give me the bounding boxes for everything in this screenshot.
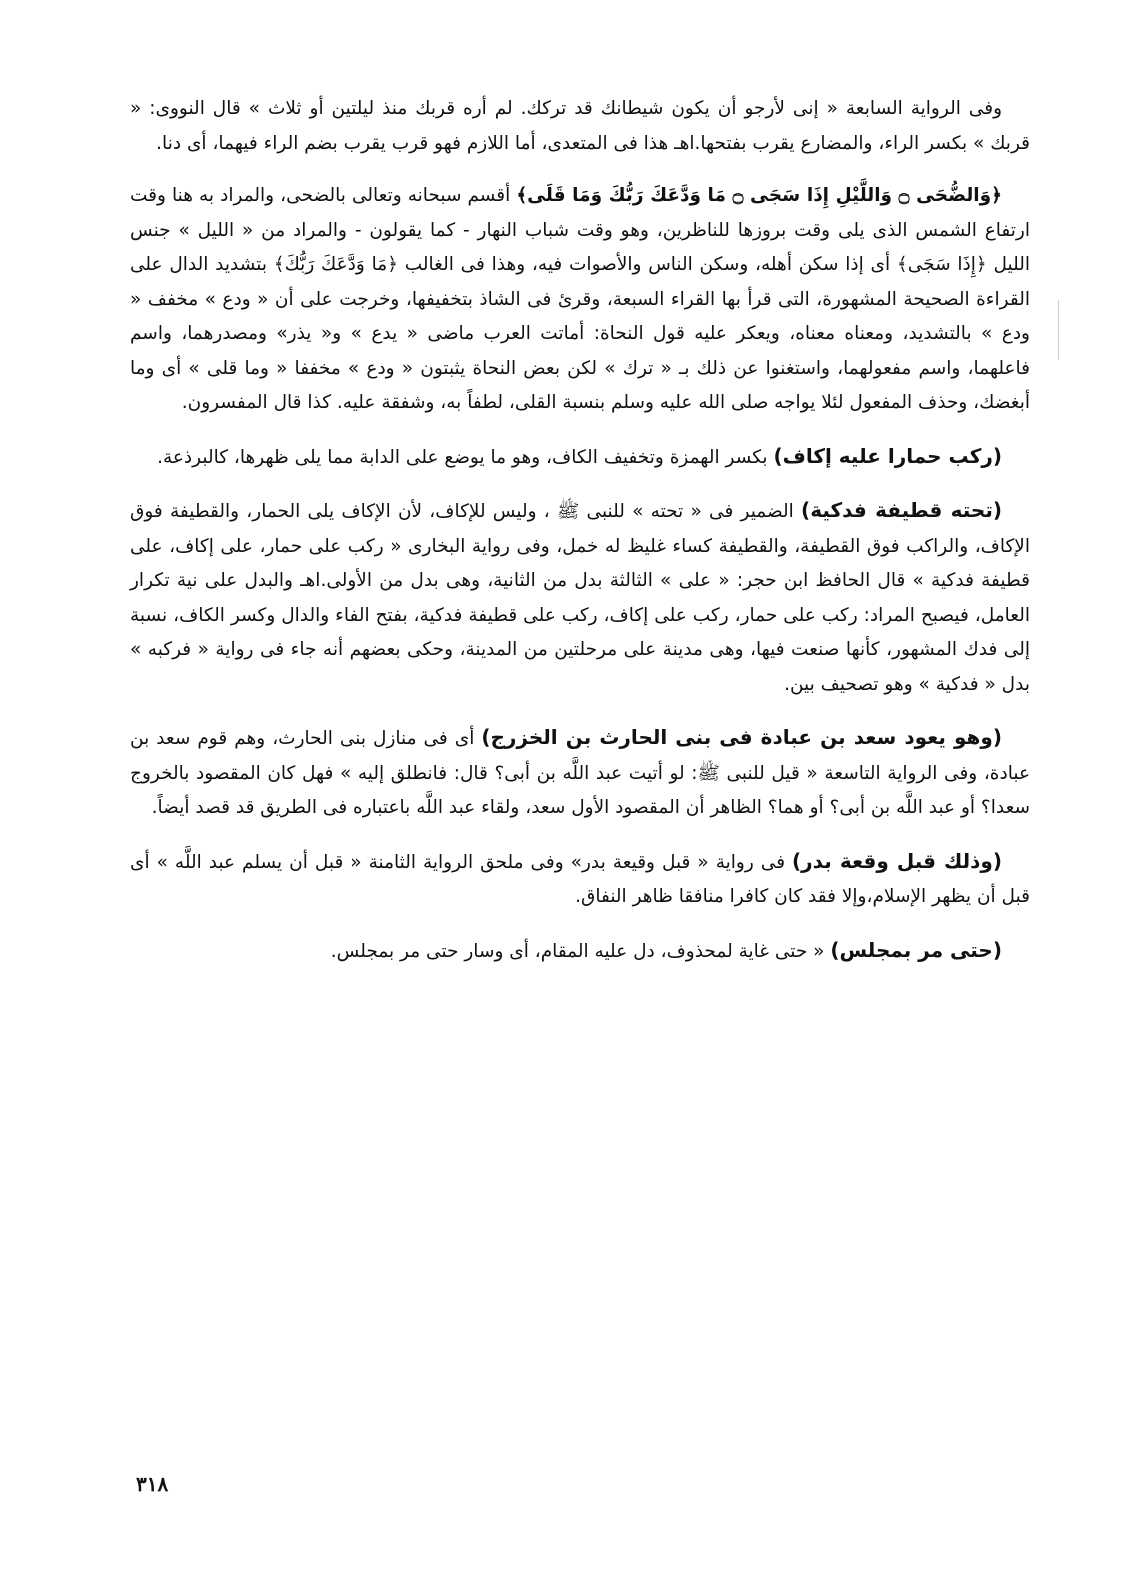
entry-heading: (وذلك قبل وقعة بدر) (792, 848, 1002, 873)
paragraph-text: بكسر الهمزة وتخفيف الكاف، وهو ما يوضع على الدابة مما يلى ظهرها، كالبرذعة. (157, 446, 774, 468)
paragraph-text: أقسم سبحانه وتعالى بالضحى، والمراد به هنا وقت ارتفاع الشمس الذى يلى وقت بروزها للناظرين، وهو وقت شباب النهار - كما يقولون - والمراد من « الليل » جنس الليل ﴿إِذَا سَجَى﴾ أى إذا سكن أهله، وسكن الناس والأصوات فيه، وهذا فى الغالب ﴿مَا وَدَّعَكَ رَبُّكَ﴾ بتشديد الدال على القراءة الصحيحة المشهورة، التى قرأ بها القراء السبعة، وقرئ فى الشاذ بتخفيفها، وخرجت على أن « ودع » مخفف « ودع » بالتشديد، ومعناه معناه، ويعكر عليه قول النحاة: أماتت العرب ماضى « يدع » و« يذر» ومصدرهما، واسم فاعلهما، واسم مفعولهما، واستغنوا عن ذلك بـ « ترك » لكن بعض النحاة يثبتون « ودع » مخففا « وما قلى » أى وما أبغضك، وحذف المفعول لئلا يواجه صلى الله عليه وسلم بنسبة القلى، لطفاً به، وشفقة عليه. كذا قال المفسرون. (130, 185, 1030, 413)
paragraph-text: الضمير فى « تحته » للنبى ﷺ ، وليس للإكاف، لأن الإكاف يلى الحمار، والقطيفة فوق الإكاف، والراكب فوق القطيفة، والقطيفة كساء غليظ له خمل، وفى رواية البخارى « ركب على حمار، على إكاف، على قطيفة فدكية » قال الحافظ ابن حجر: « على » الثالثة بدل من الثانية، وهى بدل من الأولى.اهـ والبدل على نية تكرار العامل، فيصبح المراد: ركب على حمار، ركب على إكاف، ركب على قطيفة فدكية، بفتح الفاء والدال وكسر الكاف، نسبة إلى فدك المشهور، كأنها صنعت فيها، وهى مدينة على مرحلتين من المدينة، وحكى بعضهم أنه جاء فى رواية « فركبه » بدل « فدكية » وهو تصحيف بين. (130, 501, 1030, 695)
paragraph-quran-verse (130, 179, 1030, 421)
paragraph-saad-ibn-ubada (130, 720, 1030, 826)
scan-margin-line (1058, 300, 1059, 360)
paragraph-text: فى رواية « قبل وقيعة بدر» وفى ملحق الرواية الثامنة « قبل أن يسلم عبد اللَّه » أى قبل أن يظهر الإسلام،وإلا فقد كان كافرا منافقا ظاهر النفاق. (130, 851, 1030, 907)
entry-heading: (تحته قطيفة فدكية) (801, 498, 1002, 522)
page-body (130, 92, 1030, 987)
entry-heading: (وهو يعود سعد بن عبادة فى بنى الحارث بن الخزرج) (481, 725, 1002, 749)
quran-verse-heading: ﴿وَالضُّحَى ۝ وَاللَّيْلِ إِذَا سَجَى ۝ مَا وَدَّعَكَ رَبُّكَ وَمَا قَلَى﴾ (516, 185, 1002, 206)
paragraph-text: أى فى منازل بنى الحارث، وهم قوم سعد بن عبادة، وفى الرواية التاسعة « قيل للنبى ﷺ: لو أتيت عبد اللَّه بن أبى؟ قال: فانطلق إليه » فهل كان المقصود بالخروج سعدا؟ أو عبد اللَّه بن أبى؟ أو هما؟ الظاهر أن المقصود الأول سعد، ولقاء عبد اللَّه باعتباره فى الطريق قد قصد أيضاً. (130, 728, 1030, 818)
entry-heading: (ركب حمارا عليه إكاف) (773, 443, 1002, 468)
page-number: ٣١٨ (136, 1472, 169, 1496)
paragraph-text: وفى الرواية السابعة « إنى لأرجو أن يكون شيطانك قد تركك. لم أره قربك منذ ليلتين أو ثلاث » قال النووى: « قربك » بكسر الراء، والمضارع يقرب بفتحها.اهـ هذا فى المتعدى، أما اللازم فهو قرب يقرب بضم الراء فيهما، أى دنا. (130, 98, 1030, 154)
paragraph-seventh-narration (130, 92, 1030, 161)
paragraph-ikaf (130, 439, 1030, 476)
paragraph-badr (130, 844, 1030, 915)
paragraph-majlis (130, 933, 1030, 970)
paragraph-text: « حتى غاية لمحذوف، دل عليه المقام، أى وسار حتى مر بمجلس. (330, 940, 831, 962)
paragraph-qatifa (130, 493, 1030, 702)
entry-heading: (حتى مر بمجلس) (830, 937, 1002, 962)
